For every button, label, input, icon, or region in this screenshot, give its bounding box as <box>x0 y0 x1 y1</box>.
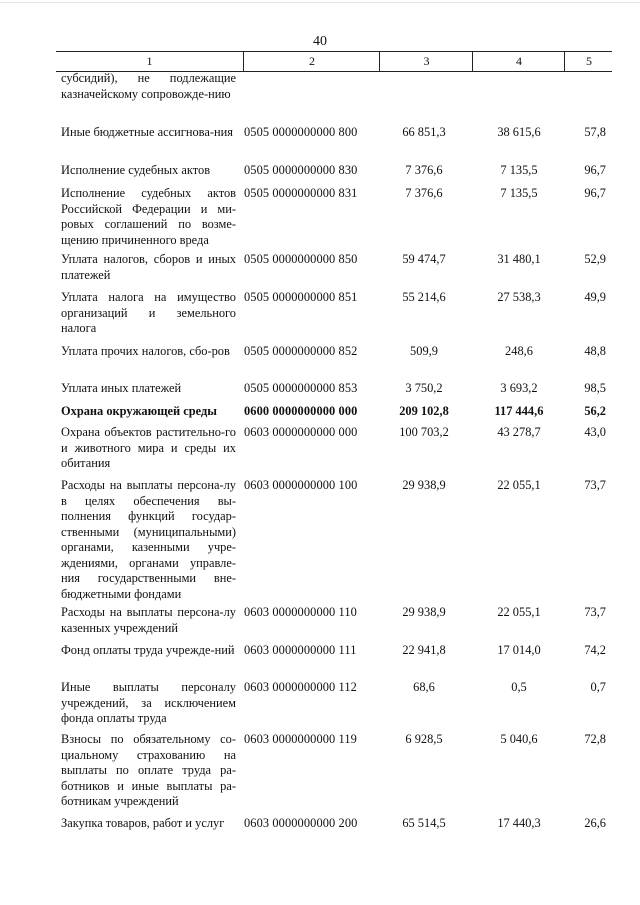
row-value-col5: 26,6 <box>584 816 606 830</box>
row-value-col3: 509,9 <box>410 344 438 358</box>
row-value-col3: 66 851,3 <box>402 125 446 139</box>
row-value-col5: 48,8 <box>584 344 606 358</box>
row-code: 0603 0000000000 110 <box>244 605 357 619</box>
row-code: 0505 0000000000 830 <box>244 163 358 177</box>
row-value-col4: 31 480,1 <box>497 252 541 266</box>
row-name: Взносы по обязательному со-циальному страхованию на выплаты по оплате труда ра-ботников и иные выплаты ра-ботникам учреждений <box>61 732 236 808</box>
row-value-col5: 96,7 <box>584 186 606 200</box>
row-value-col3: 68,6 <box>413 680 435 694</box>
row-name: Уплата налогов, сборов и иных платежей <box>61 252 236 282</box>
row-value-col3: 100 703,2 <box>399 425 449 439</box>
row-value-col5: 72,8 <box>584 732 606 746</box>
row-name: Охрана окружающей среды <box>61 404 217 418</box>
row-code: 0505 0000000000 800 <box>244 125 358 139</box>
page-number: 40 <box>313 34 327 49</box>
row-value-col4: 22 055,1 <box>497 478 541 492</box>
row-code: 0505 0000000000 853 <box>244 381 358 395</box>
column-header-2: 2 <box>243 52 380 71</box>
row-value-col3: 7 376,6 <box>405 163 443 177</box>
row-code: 0505 0000000000 852 <box>244 344 358 358</box>
row-name: Охрана объектов растительно-го и животного мира и среды их обитания <box>61 425 236 470</box>
row-name: Закупка товаров, работ и услуг <box>61 816 225 830</box>
row-value-col5: 96,7 <box>584 163 606 177</box>
row-value-col3: 7 376,6 <box>405 186 443 200</box>
row-value-col4: 38 615,6 <box>497 125 541 139</box>
row-value-col3: 65 514,5 <box>402 816 446 830</box>
column-header-1: 1 <box>146 54 153 68</box>
row-value-col4: 7 135,5 <box>500 163 538 177</box>
row-value-col3: 3 750,2 <box>405 381 443 395</box>
row-value-col4: 3 693,2 <box>500 381 538 395</box>
row-code: 0600 0000000000 000 <box>244 404 358 418</box>
row-value-col3: 22 941,8 <box>402 643 446 657</box>
row-name: Уплата налога на имущество организаций и земельного налога <box>61 290 236 335</box>
column-header-3: 3 <box>379 52 473 71</box>
row-code: 0603 0000000000 200 <box>244 816 358 830</box>
row-value-col5: 74,2 <box>584 643 606 657</box>
row-code: 0505 0000000000 850 <box>244 252 358 266</box>
row-value-col5: 49,9 <box>584 290 606 304</box>
row-value-col3: 29 938,9 <box>402 605 446 619</box>
row-value-col4: 22 055,1 <box>497 605 541 619</box>
row-value-col3: 29 938,9 <box>402 478 446 492</box>
row-value-col5: 56,2 <box>584 404 606 418</box>
row-code: 0603 0000000000 112 <box>244 680 357 694</box>
row-code: 0505 0000000000 831 <box>244 186 358 200</box>
row-code: 0603 0000000000 119 <box>244 732 357 746</box>
row-name: Расходы на выплаты персона-лу в целях обеспечения вы-полнения функций государ-ственными (муниципальными) органами, казенными учре-ждениями, органами управле-ния государственными вне-бюджетными фондами <box>61 478 236 601</box>
row-value-col4: 17 440,3 <box>497 816 541 830</box>
row-name: Иные бюджетные ассигнова-ния <box>61 125 233 139</box>
row-value-col5: 73,7 <box>584 605 606 619</box>
column-header-4: 4 <box>472 52 565 71</box>
column-header-5: 5 <box>564 52 613 71</box>
row-code: 0603 0000000000 000 <box>244 425 358 439</box>
row-name: Уплата иных платежей <box>61 381 182 395</box>
row-value-col4: 117 444,6 <box>494 404 544 418</box>
row-value-col4: 27 538,3 <box>497 290 541 304</box>
row-code: 0603 0000000000 100 <box>244 478 358 492</box>
row-value-col3: 6 928,5 <box>405 732 443 746</box>
row-value-col4: 7 135,5 <box>500 186 538 200</box>
row-value-col5: 0,7 <box>590 680 606 694</box>
row-value-col4: 17 014,0 <box>497 643 541 657</box>
row-code: 0603 0000000000 111 <box>244 643 357 657</box>
row-name: Расходы на выплаты персона-лу казенных учреждений <box>61 605 236 635</box>
row-value-col5: 57,8 <box>584 125 606 139</box>
row-name: субсидий), не подлежащие казначейскому сопровожде-нию <box>61 71 236 101</box>
scan-top-edge <box>0 2 640 3</box>
row-value-col5: 43,0 <box>584 425 606 439</box>
row-value-col4: 248,6 <box>505 344 533 358</box>
row-value-col4: 0,5 <box>511 680 527 694</box>
row-name: Фонд оплаты труда учрежде-ний <box>61 643 235 657</box>
table-header <box>56 51 612 72</box>
row-name: Исполнение судебных актов <box>61 163 211 177</box>
row-name: Иные выплаты персоналу учреждений, за исключением фонда оплаты труда <box>61 680 236 725</box>
row-code: 0505 0000000000 851 <box>244 290 358 304</box>
row-name: Уплата прочих налогов, сбо-ров <box>61 344 230 358</box>
row-value-col5: 98,5 <box>584 381 606 395</box>
row-value-col5: 73,7 <box>584 478 606 492</box>
row-value-col4: 5 040,6 <box>500 732 538 746</box>
row-value-col3: 55 214,6 <box>402 290 446 304</box>
row-value-col3: 209 102,8 <box>399 404 449 418</box>
row-value-col3: 59 474,7 <box>402 252 446 266</box>
row-value-col5: 52,9 <box>584 252 606 266</box>
row-value-col4: 43 278,7 <box>497 425 541 439</box>
row-name: Исполнение судебных актов Российской Федерации и ми-ровых соглашений по возме-щению причиненного вреда <box>61 186 236 247</box>
